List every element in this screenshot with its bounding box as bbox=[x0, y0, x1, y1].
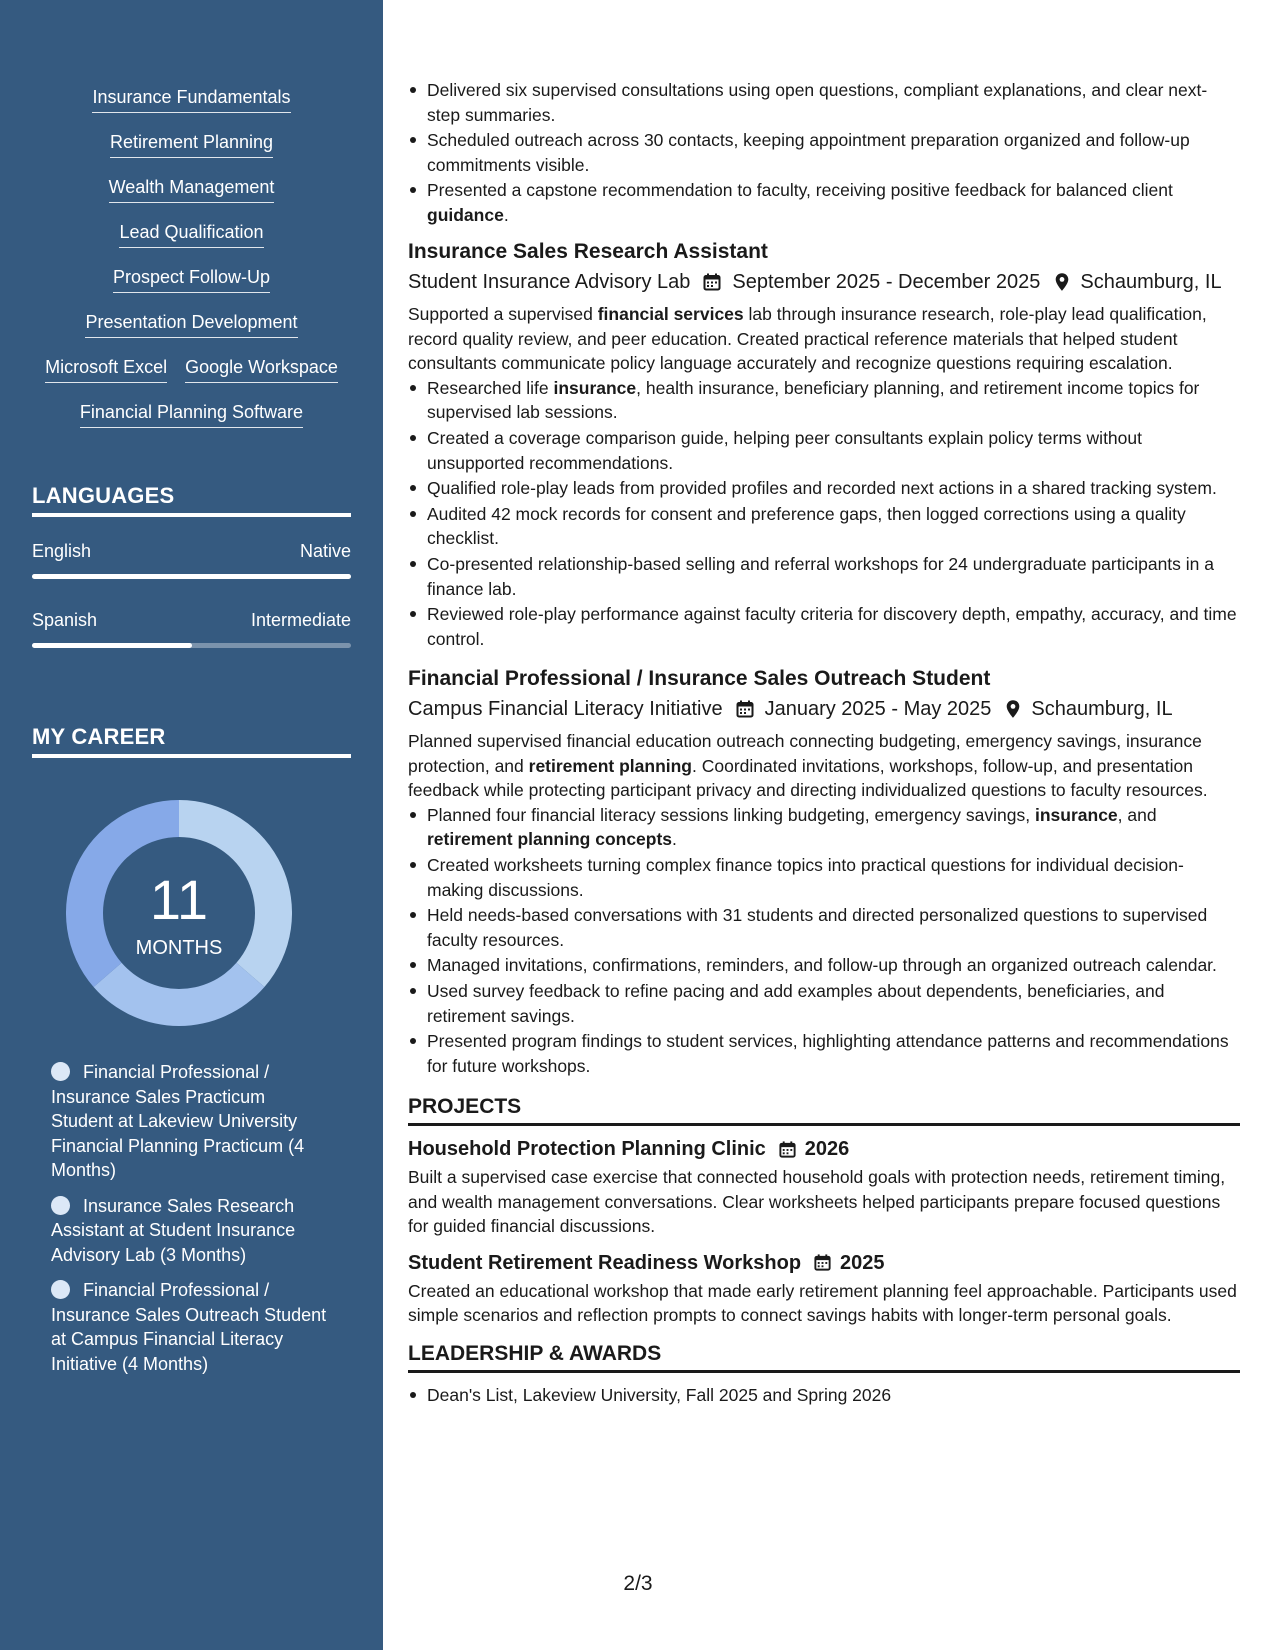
language-level: Intermediate bbox=[250, 610, 351, 630]
career-heading: MY CAREER bbox=[32, 722, 351, 758]
location-pin-icon bbox=[1003, 699, 1023, 719]
skill-tag[interactable]: Presentation Development bbox=[85, 311, 297, 338]
bullet-item: Qualified role-play leads from provided profiles and recorded next actions in a shared tracking system. bbox=[408, 476, 1240, 501]
job-bullets bbox=[408, 803, 1240, 1078]
career-legend-item bbox=[51, 1194, 331, 1268]
job-meta bbox=[408, 696, 1240, 722]
job-dates: January 2025 - May 2025 bbox=[764, 698, 992, 721]
job-location: Schaumburg, IL bbox=[1080, 271, 1222, 294]
language-item-english bbox=[32, 540, 351, 579]
bullet-item: Managed invitations, confirmations, reminders, and follow-up through an organized outreach calendar. bbox=[408, 953, 1240, 978]
legend-dot-icon bbox=[51, 1062, 70, 1081]
projects-heading: PROJECTS bbox=[408, 1093, 1240, 1126]
job-title: Financial Professional / Insurance Sales Outreach Student bbox=[408, 667, 991, 691]
job-bullets bbox=[408, 376, 1240, 651]
donut-segment-2 bbox=[94, 963, 265, 1026]
job-organization: Campus Financial Literacy Initiative bbox=[408, 698, 723, 721]
skill-tag[interactable]: Microsoft Excel bbox=[45, 356, 167, 383]
career-legend-item bbox=[51, 1278, 331, 1376]
main-content bbox=[408, 78, 1240, 1638]
project-name: Student Retirement Readiness Workshop bbox=[408, 1251, 802, 1274]
calendar-icon bbox=[778, 1140, 797, 1159]
legend-dot-icon bbox=[51, 1280, 70, 1299]
skill-tag[interactable]: Retirement Planning bbox=[110, 131, 273, 158]
bullet-item: Created a coverage comparison guide, helping peer consultants explain policy terms without unsupported recommendations. bbox=[408, 426, 1240, 475]
skills-list bbox=[0, 86, 383, 446]
experience-list bbox=[408, 238, 1240, 1078]
skill-row bbox=[0, 401, 383, 446]
bullet-item: Audited 42 mock records for consent and preference gaps, then logged corrections using a quality checklist. bbox=[408, 502, 1240, 551]
skill-row bbox=[0, 86, 383, 131]
skill-tag[interactable]: Financial Planning Software bbox=[80, 401, 303, 428]
bullet-item: Scheduled outreach across 30 contacts, keeping appointment preparation organized and follow-up commitments visible. bbox=[408, 128, 1240, 177]
skill-row bbox=[0, 131, 383, 176]
calendar-icon bbox=[735, 699, 755, 719]
job-dates: September 2025 - December 2025 bbox=[732, 271, 1041, 294]
project-description: Built a supervised case exercise that connected household goals with protection needs, retirement timing, and wealth management conversations. Clear worksheets helped participants prepare focused questions for guided financial discussions. bbox=[408, 1167, 1226, 1237]
career-legend-text: Financial Professional / Insurance Sales Outreach Student at Campus Financial Literacy Initiative (4 Months) bbox=[51, 1280, 327, 1374]
career-legend-text: Financial Professional / Insurance Sales Practicum Student at Lakeview University Financial Planning Practicum (4 Months) bbox=[51, 1062, 305, 1180]
job-title: Insurance Sales Research Assistant bbox=[408, 240, 768, 264]
job-entry bbox=[408, 665, 1240, 1078]
job-summary: Supported a supervised financial services lab through insurance research, role-play lead qualification, record quality review, and peer education. Created practical reference materials that helped student consultants communicate policy language accurately and recognize questions requiring escalation. bbox=[408, 304, 1207, 374]
skill-tag[interactable]: Insurance Fundamentals bbox=[92, 86, 290, 113]
leadership-list bbox=[408, 1383, 1240, 1408]
project-title bbox=[408, 1250, 1240, 1276]
leadership-heading: LEADERSHIP & AWARDS bbox=[408, 1340, 1240, 1373]
location-pin-icon bbox=[1052, 272, 1072, 292]
language-level: Native bbox=[299, 541, 351, 561]
bullet-item: Planned four financial literacy sessions linking budgeting, emergency savings, insurance, and retirement planning concepts. bbox=[408, 803, 1240, 852]
page-number: 2/3 bbox=[623, 1572, 653, 1595]
skill-row bbox=[0, 311, 383, 356]
skill-tag[interactable]: Lead Qualification bbox=[119, 221, 263, 248]
bullet-item: Reviewed role-play performance against faculty criteria for discovery depth, empathy, accuracy, and time control. bbox=[408, 602, 1240, 651]
project-entry bbox=[408, 1136, 1240, 1239]
projects-list bbox=[408, 1136, 1240, 1328]
project-year: 2026 bbox=[804, 1138, 850, 1161]
language-item-spanish bbox=[32, 609, 351, 648]
career-legend-text: Insurance Sales Research Assistant at Student Insurance Advisory Lab (3 Months) bbox=[51, 1195, 296, 1265]
languages-heading: LANGUAGES bbox=[32, 481, 351, 517]
career-donut-chart bbox=[66, 800, 292, 1026]
job-location: Schaumburg, IL bbox=[1031, 698, 1173, 721]
bullet-item: Researched life insurance, health insurance, beneficiary planning, and retirement income topics for supervised lab sessions. bbox=[408, 376, 1240, 425]
bullet-item: Presented a capstone recommendation to faculty, receiving positive feedback for balanced client guidance. bbox=[408, 178, 1240, 227]
job-meta bbox=[408, 269, 1240, 295]
project-name: Household Protection Planning Clinic bbox=[408, 1138, 766, 1161]
skill-row bbox=[0, 266, 383, 311]
skill-row bbox=[0, 356, 383, 401]
skill-tag[interactable]: Wealth Management bbox=[109, 176, 275, 203]
project-year: 2025 bbox=[840, 1251, 885, 1274]
skill-row bbox=[0, 221, 383, 266]
job-summary: Planned supervised financial education outreach connecting budgeting, emergency savings, insurance protection, and retirement planning. Coordinated invitations, workshops, follow-up, and presentation feedback while protecting participant privacy and directing individualized questions to faculty resources. bbox=[408, 731, 1208, 801]
career-total-months: 11 bbox=[149, 868, 209, 931]
job-organization: Student Insurance Advisory Lab bbox=[408, 271, 691, 294]
bullet-item: Held needs-based conversations with 31 students and directed personalized questions to supervised faculty resources. bbox=[408, 903, 1240, 952]
calendar-icon bbox=[702, 272, 722, 292]
bullet-item: Co-presented relationship-based selling and referral workshops for 24 undergraduate participants in a finance lab. bbox=[408, 552, 1240, 601]
career-months-label: MONTHS bbox=[135, 937, 223, 959]
career-legend-item bbox=[51, 1060, 331, 1183]
project-entry bbox=[408, 1250, 1240, 1328]
project-title bbox=[408, 1136, 1240, 1162]
skill-tag[interactable]: Prospect Follow-Up bbox=[113, 266, 270, 293]
language-proficiency-bar bbox=[32, 643, 351, 648]
language-proficiency-fill bbox=[32, 643, 192, 648]
continued-bullet-list bbox=[408, 78, 1240, 227]
skill-row bbox=[0, 176, 383, 221]
language-proficiency-fill bbox=[32, 574, 351, 579]
bullet-item: Used survey feedback to refine pacing and add examples about dependents, beneficiaries, and retirement savings. bbox=[408, 979, 1240, 1028]
job-entry bbox=[408, 238, 1240, 651]
legend-dot-icon bbox=[51, 1196, 70, 1215]
language-name: English bbox=[32, 541, 92, 561]
language-name: Spanish bbox=[32, 610, 98, 630]
bullet-item: Delivered six supervised consultations using open questions, compliant explanations, and clear next-step summaries. bbox=[408, 78, 1240, 127]
sidebar bbox=[0, 0, 383, 1650]
bullet-item: Presented program findings to student services, highlighting attendance patterns and recommendations for future workshops. bbox=[408, 1029, 1240, 1078]
award-item: Dean's List, Lakeview University, Fall 2025 and Spring 2026 bbox=[408, 1383, 1240, 1408]
calendar-icon bbox=[813, 1253, 832, 1272]
project-description: Created an educational workshop that made early retirement planning feel approachable. Participants used simple scenarios and reflection prompts to connect savings habits with longer-term personal goals. bbox=[408, 1280, 1237, 1326]
skill-tag[interactable]: Google Workspace bbox=[185, 356, 338, 383]
career-legend bbox=[51, 1060, 331, 1387]
bullet-item: Created worksheets turning complex finance topics into practical questions for individual decision-making discussions. bbox=[408, 853, 1240, 902]
language-proficiency-bar bbox=[32, 574, 351, 579]
